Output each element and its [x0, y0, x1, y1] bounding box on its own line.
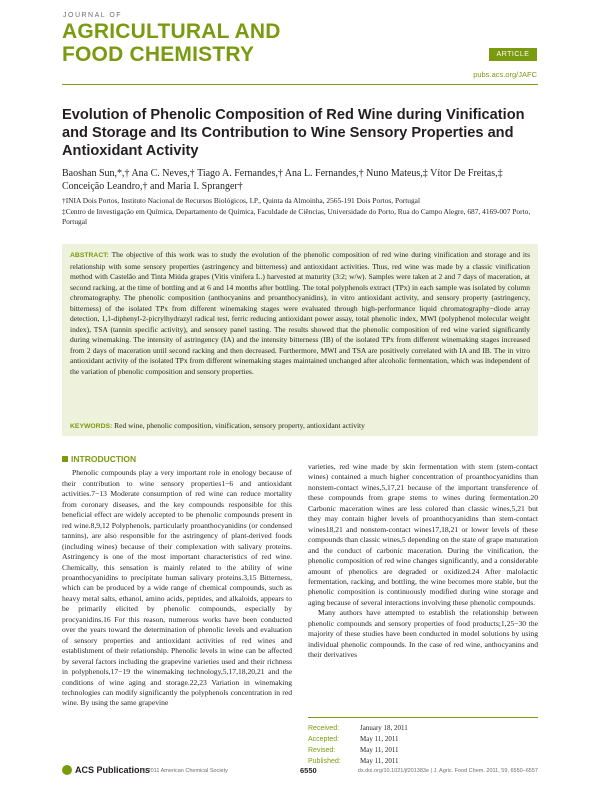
acs-publications-logo[interactable]	[62, 765, 150, 775]
date-label: Accepted:	[308, 736, 340, 743]
date-value: May 11, 2011	[360, 757, 399, 765]
page-footer	[62, 765, 538, 785]
abstract-label: ABSTRACT:	[70, 252, 109, 259]
journal-kicker: JOURNAL OF	[63, 12, 123, 19]
doi-link[interactable]: dx.doi.org/10.1021/jf201383e | J. Agric. Food Chem. 2011, 59, 6550–6557	[357, 768, 538, 774]
keywords-label: KEYWORDS:	[70, 423, 113, 430]
author-list: Baoshan Sun,*,† Ana C. Neves,† Tiago A. Fernandes,† Ana L. Fernandes,† Nuno Mateus,‡ Vítor De Freitas,‡ Conceição Leandro,† and Maria I. Spranger†	[62, 168, 503, 192]
affiliation-1: †INIA Dois Portos, Instituto Nacional de Recursos Biológicos, I.P., Quinta da Almoinha, 2565-191 Dois Portos, Portugal	[62, 196, 421, 205]
article-type-badge: ARTICLE	[489, 48, 537, 61]
section-heading-text: INTRODUCTION	[71, 454, 137, 464]
body-paragraph: varieties, red wine made by skin fermentation with stem (stem-contact wines) contained a much higher concentration of proanthocyanidins than nonstem-contact wines,5,17,21 because of the important transference of these compounds from grape stems to wines during fermentation.20 Carbonic maceration wines are less colored than classic wines,5,21 but they may contain higher levels of proanthocyanidins than stem-contact wines18,21 and nonstem-contact wines17,18,21 or lower levels of these compounds than classic wines,5 depending on the state of grape maturation and the conduct of carbonic maceration. During the vinification, the phenolic composition of red wine changes significantly, and a considerable amount of phenolics are degraded or oxidized.24 After malolactic fermentation, racking, and bottling, the wine becomes more stable, but the phenolic composition is continuously modified during wine storage and aging because of several interactions involving these phenolic compounds.	[308, 462, 538, 607]
body-column-right	[308, 462, 538, 661]
date-value: January 18, 2011	[360, 724, 408, 732]
abstract-box	[62, 244, 538, 436]
body-paragraph: Many authors have attempted to establish the relationship between phenolic compounds and sensory properties of food products;1,25−30 the majority of these studies have been conducted in model solutions by using individual phenolic compounds. In the case of red wine, anthocyanins and their derivatives	[308, 608, 538, 660]
publisher-name: ACS Publications	[75, 765, 151, 775]
date-row	[308, 723, 538, 734]
journal-name-line2: FOOD CHEMISTRY	[62, 43, 255, 66]
journal-name-line1: AGRICULTURAL AND	[62, 20, 281, 43]
section-heading-introduction	[62, 454, 292, 464]
date-label: Revised:	[308, 747, 336, 754]
date-value: May 11, 2011	[360, 735, 399, 743]
square-bullet-icon	[62, 456, 68, 462]
body-column-left	[62, 454, 292, 709]
acs-logo-icon	[62, 765, 72, 775]
date-value: May 11, 2011	[360, 746, 399, 754]
page-number: 6550	[300, 766, 317, 775]
article-dates	[308, 717, 538, 767]
affiliation-2: ‡Centro de Investigação em Química, Departamento de Química, Faculdade de Ciências, Universidade do Porto, Rua do Campo Alegre, 687, 4169-007 Porto, Portugal	[62, 207, 531, 226]
date-row	[308, 745, 538, 756]
abstract-text: The objective of this work was to study the evolution of the phenolic composition of red wine during vinification and storage and its relationship with some sensory properties (astringency and bitterness) and antioxidant activities. Thus, red wine was made by a classic vinification method with Castelão and Tinta Miúda grapes (Vitis vinifera L.) harvested at maturity (3:2; w/w). Samples were taken at 2 and 7 days of maceration, at second racking, at the time of bottling and at 6 and 14 months after bottling. The total polyphenols extract (TPx) in each sample was isolated by column chromatography. The phenolic composition (anthocyanins and proanthocyanidins), in vitro antioxidant activity, and sensory property (astringency, bitterness) of the isolated TPx from different winemaking stages were evaluated through high-performance liquid chromatography−diode array detection, 1,1-diphenyl-2-picrylhydrazyl radical test, ferric reducing antioxidant power assay, total phenolic index, MWI (polyphenol molecular weight index), TSA (tannin specific activity), and sensory panel tasting. The results showed that the phenolic composition of red wine varied significantly during winemaking. The intensity of astringency (IA) and the intensity bitterness (IB) of the isolated TPx from different winemaking stages increased from 2 days of maceration until second racking and then decreased. Furthermore, MWI and TSA are positively correlated with IA and IB. The in vitro antioxidant activity of the isolated TPx from different winemaking stages maintained unchanged after alcoholic fermentation, which was independent of the variation of phenolic composition and sensory properties.	[70, 250, 530, 376]
date-row	[308, 734, 538, 745]
journal-header	[0, 0, 600, 92]
journal-url-link[interactable]: pubs.acs.org/JAFC	[473, 70, 537, 79]
abstract-paragraph	[70, 250, 530, 377]
article-title: Evolution of Phenolic Composition of Red Wine during Vinification and Storage and Its Contribution to Wine Sensory Properties and Antioxidant Activity	[62, 107, 525, 159]
header-divider	[62, 84, 538, 85]
date-label: Published:	[308, 758, 341, 765]
body-paragraph: Phenolic compounds play a very important role in enology because of their contribution to wine sensory properties1−6 and antioxidant activities.7−13 Moderate consumption of red wine can reduce mortality from coronary diseases, and the key compounds responsible for this beneficial effect are widely accepted to be phenolic compounds present in red wine.8,9,12 Polyphenols, particularly proanthocyanidins (or condensed tannins), are also responsible for the astringency of plant-derived foods (including wines) because of their complexation with salivary proteins. Astringency is one of the most important characteristics of red wine. Chemically, this sensation is mainly related to the ability of wine proanthocyanidins to precipitate human salivary proteins.3,15 Bitterness, which can be produced by a wide range of chemical compounds, such as heavy metal salts, ethanol, amino acids, peptides, and alkaloids, appears to be primarily elicited by phenolic compounds, especially by procyanidins.16 For this reason, numerous works have been conducted over the years toward the determination of phenolic levels and evaluation of sensory properties and antioxidant activities of red wines and establishment of their relationship. Phenolic levels in wine can be affected by several factors including the grapevine varieties used and their richness in polyphenols,17−19 the winemaking technology,5,17,18,20,21 and the conditions of wine aging and storage.22,23 Variation in winemaking technologies can modify significantly the polyphenols concentration in red wine. By using the same grapevine	[62, 468, 292, 708]
copyright-text: © 2011 American Chemical Society	[142, 768, 228, 774]
keywords-text: Red wine, phenolic composition, vinification, sensory property, antioxidant activity	[114, 421, 365, 430]
keywords-line	[70, 421, 365, 432]
date-label: Received:	[308, 725, 340, 732]
